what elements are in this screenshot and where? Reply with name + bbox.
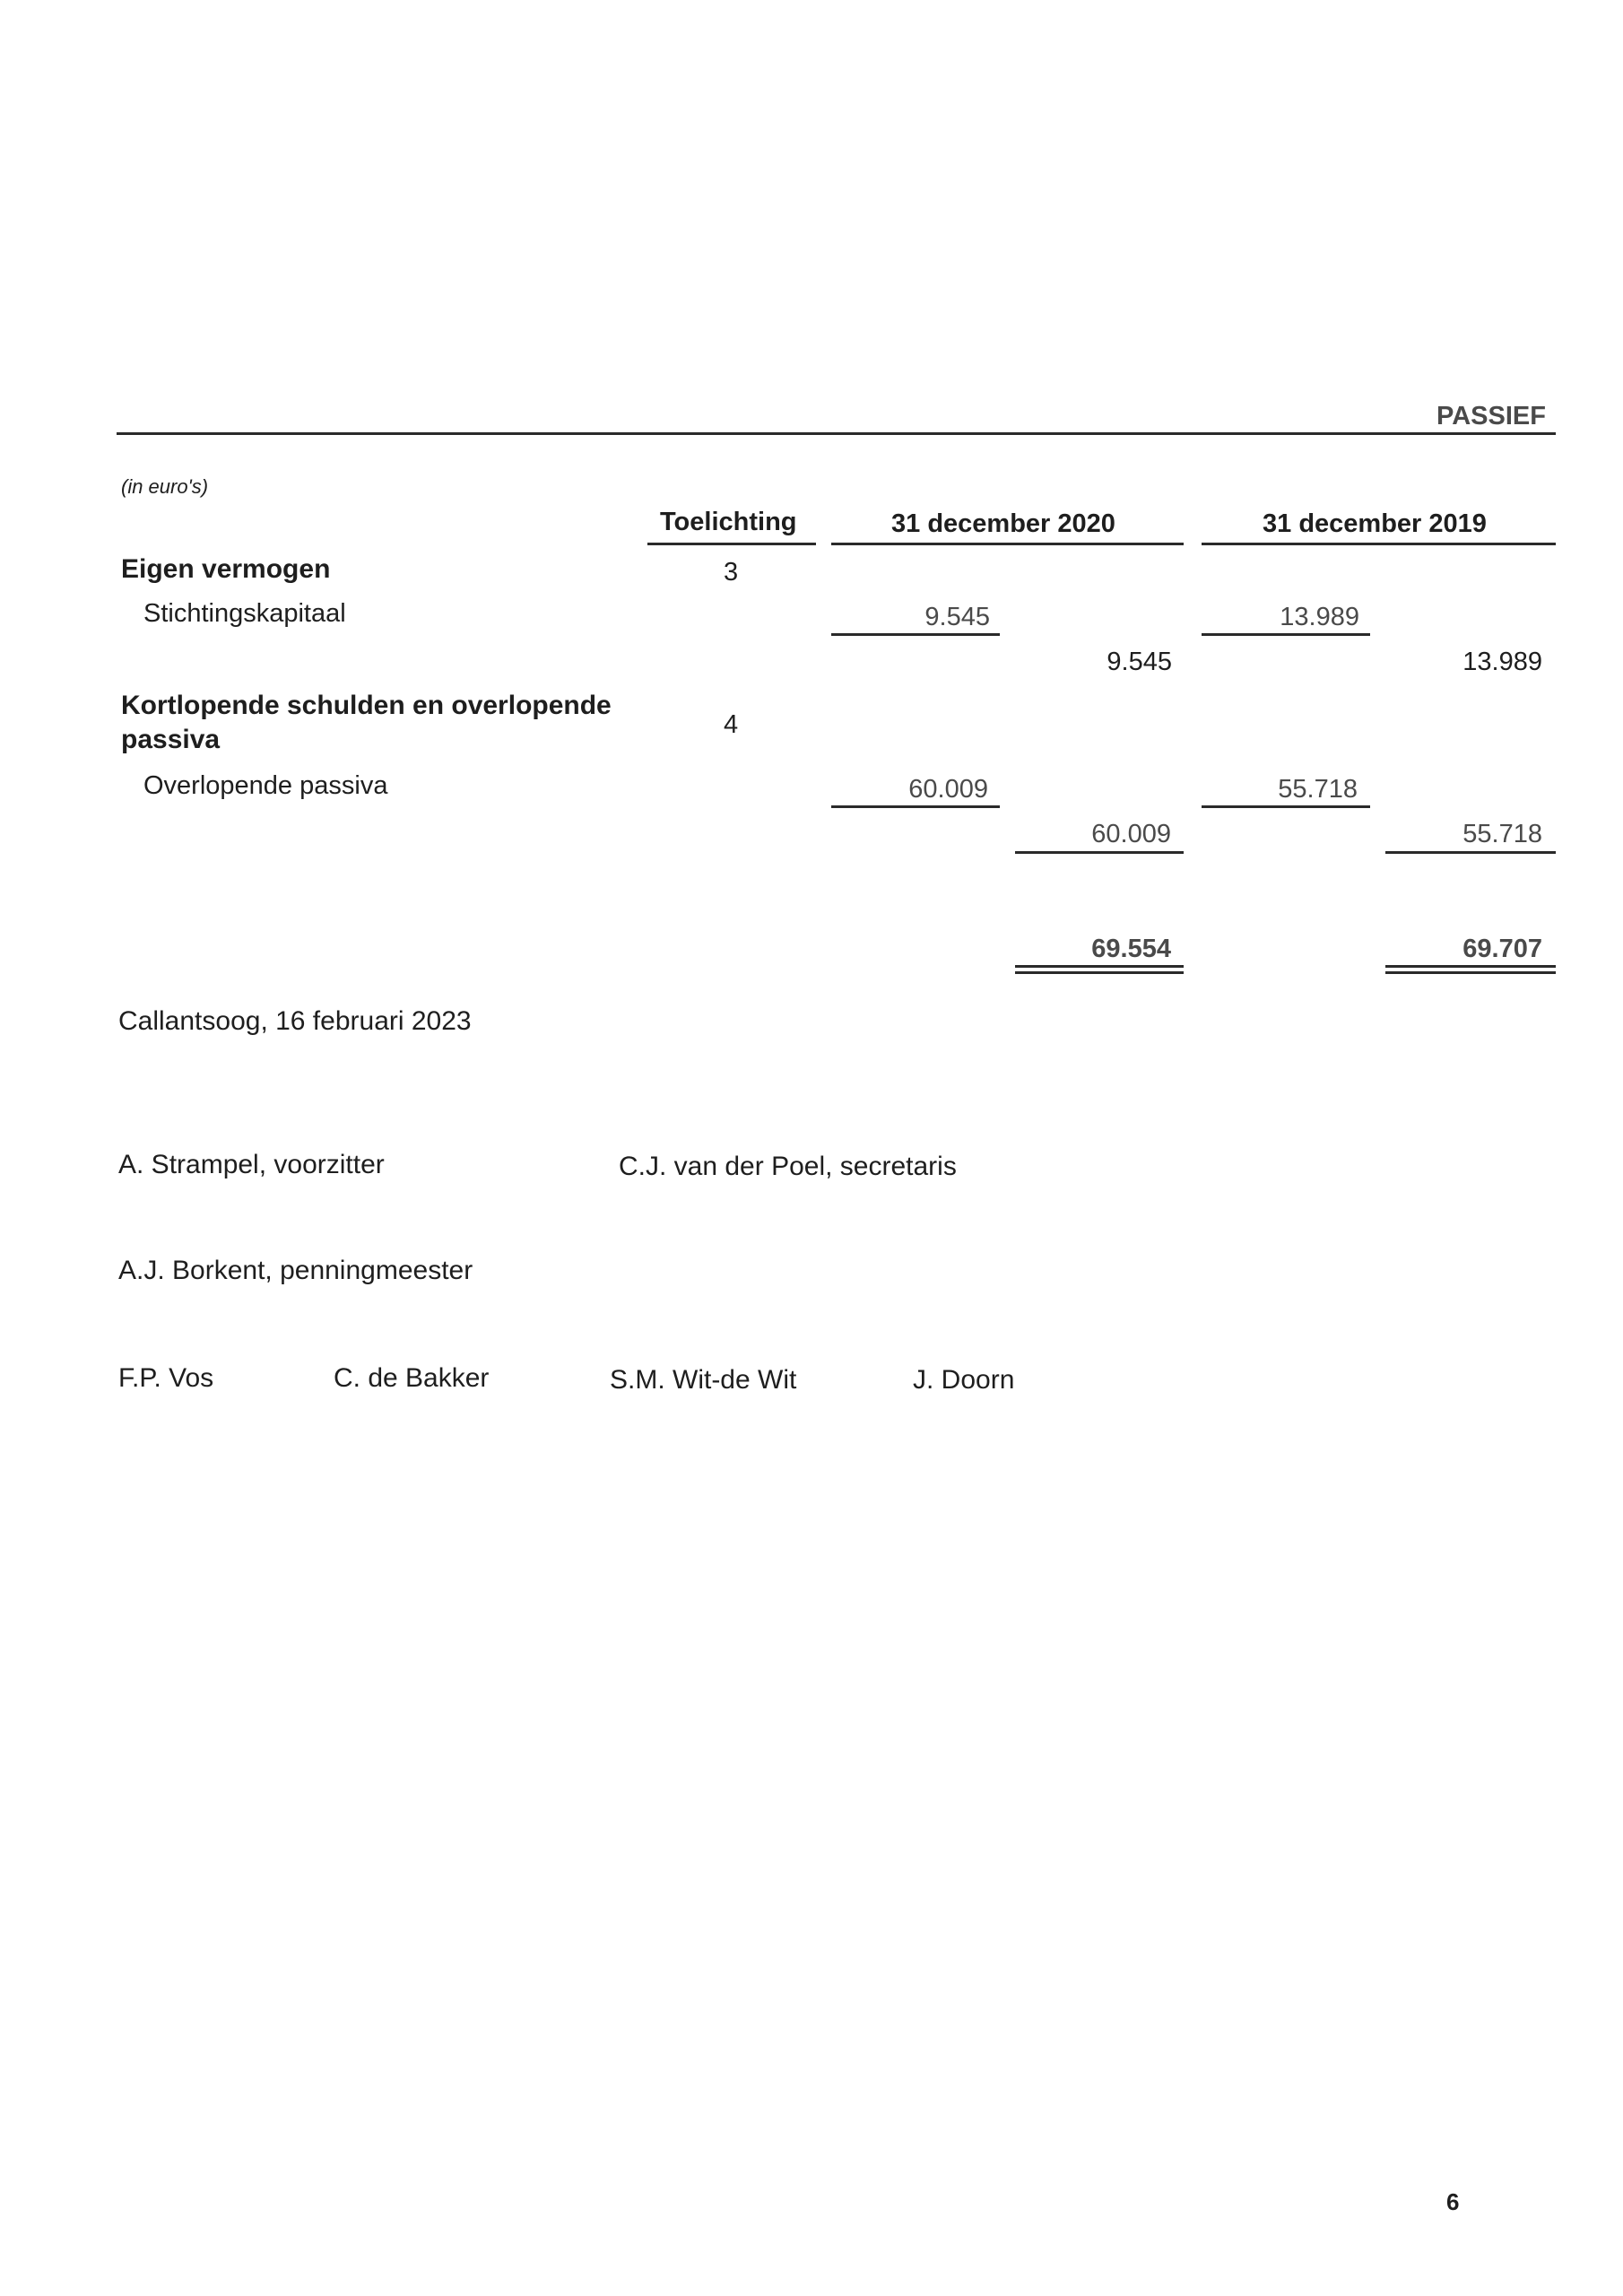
- equity-subtotal-2020: 9.545: [1107, 648, 1172, 676]
- equity-label: Eigen vermogen: [121, 554, 331, 584]
- column-header-note: Toelichting: [660, 508, 797, 536]
- signatory-member-doorn: J. Doorn: [913, 1365, 1015, 1395]
- total-2019: 69.707: [1462, 935, 1542, 963]
- column-header-2019: 31 december 2019: [1263, 509, 1487, 538]
- column-header-2020: 31 december 2020: [891, 509, 1115, 538]
- section-title: PASSIEF: [1436, 402, 1546, 430]
- equity-subtotal-2019: 13.989: [1462, 648, 1542, 676]
- liabilities-label-line2: passiva: [121, 725, 221, 754]
- equity-item-label: Stichtingskapitaal: [143, 599, 346, 628]
- liabilities-item-2019-rule: [1202, 805, 1370, 808]
- signatory-chair: A. Strampel, voorzitter: [118, 1150, 385, 1179]
- column-header-2019-rule: [1202, 543, 1556, 545]
- total-2019-rule-top: [1385, 965, 1556, 968]
- total-2020-rule-bottom: [1015, 971, 1184, 974]
- liabilities-item-label: Overlopende passiva: [143, 771, 388, 800]
- equity-note: 3: [724, 558, 739, 587]
- total-2020: 69.554: [1091, 935, 1171, 963]
- signatory-treasurer: A.J. Borkent, penningmeester: [118, 1256, 473, 1285]
- page-number: 6: [1446, 2188, 1460, 2215]
- header-rule: [117, 432, 1556, 435]
- liabilities-item-2019: 55.718: [1278, 775, 1358, 804]
- liabilities-label-line1: Kortlopende schulden en overlopende: [121, 691, 612, 720]
- total-2019-rule-bottom: [1385, 971, 1556, 974]
- liabilities-subtotal-2019: 55.718: [1462, 820, 1542, 848]
- column-header-note-rule: [647, 543, 816, 545]
- liabilities-subtotal-2020: 60.009: [1091, 820, 1171, 848]
- equity-item-2020: 9.545: [924, 603, 990, 631]
- signatory-member-wit-de-wit: S.M. Wit-de Wit: [610, 1365, 797, 1395]
- signatory-member-vos: F.P. Vos: [118, 1363, 214, 1393]
- liabilities-item-2020: 60.009: [908, 775, 988, 804]
- liabilities-item-2020-rule: [831, 805, 1000, 808]
- equity-item-2020-rule: [831, 633, 1000, 636]
- liabilities-note: 4: [724, 710, 739, 739]
- signatory-member-de-bakker: C. de Bakker: [334, 1363, 490, 1393]
- place-date: Callantsoog, 16 februari 2023: [118, 1006, 472, 1036]
- column-header-2020-rule: [831, 543, 1184, 545]
- liabilities-subtotal-2020-rule: [1015, 851, 1184, 854]
- signatory-secretary: C.J. van der Poel, secretaris: [619, 1152, 957, 1181]
- liabilities-subtotal-2019-rule: [1385, 851, 1556, 854]
- equity-item-2019: 13.989: [1280, 603, 1359, 631]
- equity-item-2019-rule: [1202, 633, 1370, 636]
- total-2020-rule-top: [1015, 965, 1184, 968]
- unit-note: (in euro's): [121, 475, 209, 498]
